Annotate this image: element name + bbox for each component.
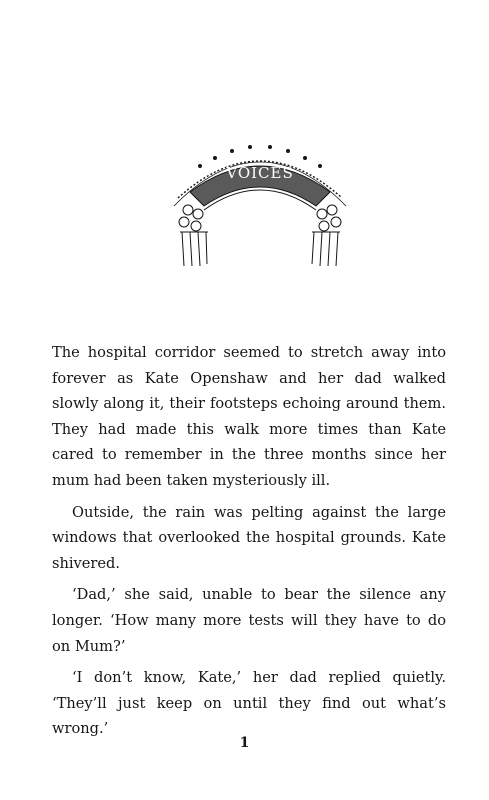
- chapter-emblem: [160, 134, 360, 274]
- body-text: [52, 340, 446, 748]
- paragraph: ‘I don’t know, Kate,’ her dad replied quietly. ‘They’ll just keep on until they find out what’s wrong.’: [52, 669, 446, 738]
- paragraph: Outside, the rain was pelting against the large windows that overlooked the hospital grounds. Kate shivered.: [52, 503, 446, 572]
- paragraph: ‘Dad,’ she said, unable to bear the silence any longer. ‘How many more tests will they have to do on Mum?’: [52, 586, 446, 655]
- page-number: 1: [239, 735, 250, 751]
- chapter-title: VOICES: [226, 164, 294, 182]
- arch-illustration: [160, 134, 360, 274]
- paragraph: The hospital corridor seemed to stretch away into forever as Kate Openshaw and her dad walked slowly along it, their footsteps echoing around them. They had made this walk more times than Kate cared to remember in the three months since her mum had been taken mysteriously ill.: [52, 344, 446, 489]
